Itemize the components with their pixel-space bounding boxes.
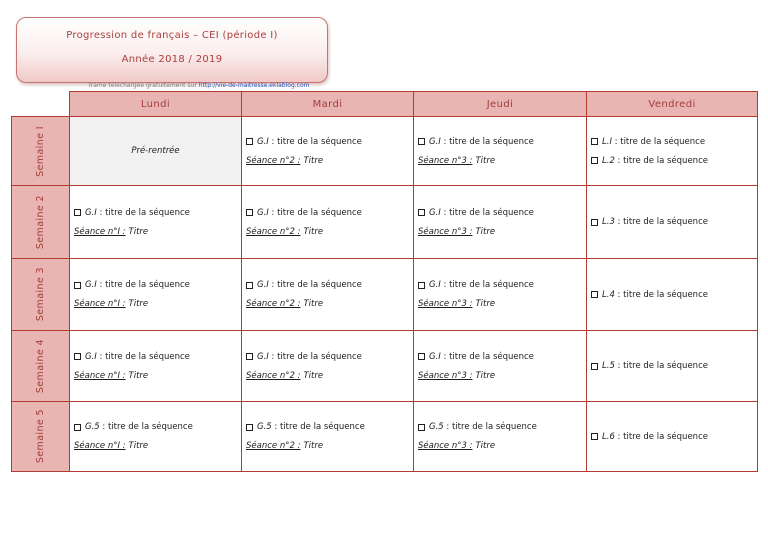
sequence-line: [418, 207, 582, 219]
page-title: Progression de français – CEI (période I): [66, 30, 278, 41]
sequence-title: titre de la séquence: [279, 422, 365, 432]
sequence-title: titre de la séquence: [623, 155, 708, 166]
seance-title: Titre: [475, 370, 496, 381]
day-cell: [587, 186, 758, 259]
sequence-title: titre de la séquence: [277, 207, 362, 218]
sequence-code: G.I: [257, 280, 269, 290]
separator: :: [614, 361, 624, 371]
separator: :: [96, 280, 106, 290]
seance-number: Séance n°3 :: [418, 155, 473, 166]
sequence-code: G.I: [257, 136, 269, 147]
sequence-line: [591, 216, 753, 228]
sequence-title: titre de la séquence: [277, 136, 362, 147]
day-cell: [414, 331, 587, 402]
separator: :: [614, 155, 624, 166]
day-cell: [70, 186, 242, 259]
sequence-line: [591, 155, 753, 167]
corner-cell: [12, 92, 70, 117]
sequence-line: [74, 207, 237, 219]
checkbox-icon[interactable]: [74, 424, 81, 431]
sequence-line: [246, 136, 409, 148]
seance-line: [418, 440, 582, 452]
seance-title: Titre: [128, 299, 149, 309]
seance-line: [418, 298, 582, 310]
day-cell: [242, 117, 414, 186]
school-year: Année 2018 / 2019: [121, 54, 223, 65]
checkbox-icon[interactable]: [418, 209, 425, 216]
checkbox-icon[interactable]: [418, 424, 425, 431]
sequence-line: [74, 279, 237, 291]
seance-number: Séance n°3 :: [418, 370, 473, 381]
separator: :: [440, 351, 450, 362]
seance-number: Séance n°I :: [74, 441, 126, 451]
day-cell: [587, 402, 758, 472]
seance-number: Séance n°3 :: [418, 226, 473, 237]
sequence-title: titre de la séquence: [449, 207, 534, 218]
sequence-code: G.I: [429, 280, 441, 290]
sequence-title: titre de la séquence: [449, 136, 534, 147]
day-cell: [70, 259, 242, 331]
sequence-line: [246, 421, 409, 433]
seance-title: Titre: [303, 226, 324, 237]
sequence-line: [74, 421, 237, 433]
seance-line: [246, 155, 409, 167]
week-cell: [12, 331, 70, 402]
seance-number: Séance n°2 :: [246, 299, 301, 309]
checkbox-icon[interactable]: [246, 209, 253, 216]
sequence-code: L.2: [602, 155, 615, 166]
day-cell: [70, 117, 242, 186]
checkbox-icon[interactable]: [591, 291, 598, 298]
seance-line: [246, 370, 409, 382]
sequence-code: G.I: [85, 207, 97, 218]
seance-line: [246, 440, 409, 452]
week-row: [12, 402, 758, 472]
checkbox-icon[interactable]: [591, 157, 598, 164]
checkbox-icon[interactable]: [591, 363, 598, 370]
seance-line: [418, 370, 582, 382]
day-header: Lundi: [70, 92, 242, 117]
seance-line: [74, 298, 237, 310]
week-row: [12, 117, 758, 186]
separator: :: [440, 136, 450, 147]
seance-title: Titre: [303, 370, 324, 381]
day-cell: [414, 117, 587, 186]
sequence-line: [246, 279, 409, 291]
day-cell: [414, 186, 587, 259]
week-label: Semaine 5: [35, 409, 46, 464]
sequence-line: [591, 360, 753, 372]
separator: :: [443, 422, 452, 432]
sequence-code: G.5: [429, 422, 444, 432]
day-cell: [242, 402, 414, 472]
seance-number: Séance n°2 :: [246, 155, 301, 166]
seance-title: Titre: [475, 226, 496, 237]
week-row: [12, 186, 758, 259]
separator: :: [614, 289, 624, 300]
week-cell: [12, 186, 70, 259]
checkbox-icon[interactable]: [591, 219, 598, 226]
separator: :: [440, 207, 450, 218]
sequence-code: L.5: [602, 361, 615, 371]
seance-title: Titre: [128, 226, 149, 237]
checkbox-icon[interactable]: [74, 209, 81, 216]
checkbox-icon[interactable]: [74, 353, 81, 360]
seance-number: Séance n°2 :: [246, 370, 301, 381]
sequence-line: [418, 351, 582, 363]
seance-title: Titre: [475, 299, 496, 309]
checkbox-icon[interactable]: [246, 138, 253, 145]
sequence-code: G.5: [85, 422, 100, 432]
day-cell: [242, 259, 414, 331]
separator: :: [96, 351, 106, 362]
separator: :: [611, 136, 621, 147]
week-cell: [12, 402, 70, 472]
checkbox-icon[interactable]: [591, 138, 598, 145]
sequence-title: titre de la séquence: [105, 280, 190, 290]
week-cell: [12, 259, 70, 331]
sequence-code: G.I: [429, 207, 441, 218]
seance-line: [74, 226, 237, 238]
pre-rentree-label: Pré-rentrée: [131, 146, 180, 156]
sequence-code: G.I: [85, 280, 97, 290]
sequence-code: L.6: [602, 431, 615, 442]
week-row: [12, 259, 758, 331]
sequence-code: L.I: [602, 136, 612, 147]
schedule-body: [12, 117, 758, 472]
sequence-code: L.3: [602, 217, 615, 227]
seance-number: Séance n°3 :: [418, 299, 473, 309]
credit-text: Trame téléchargée gratuitement sur: [88, 82, 197, 89]
sequence-code: G.5: [257, 422, 272, 432]
separator: :: [268, 207, 278, 218]
sequence-title: titre de la séquence: [623, 361, 708, 371]
sequence-code: G.I: [257, 351, 269, 362]
schedule-table: [11, 91, 758, 472]
checkbox-icon[interactable]: [246, 353, 253, 360]
separator: :: [614, 217, 624, 227]
separator: :: [96, 207, 106, 218]
sequence-title: titre de la séquence: [449, 280, 534, 290]
seance-title: Titre: [128, 441, 149, 451]
checkbox-icon[interactable]: [246, 282, 253, 289]
separator: :: [268, 280, 278, 290]
sequence-title: titre de la séquence: [105, 351, 190, 362]
sequence-title: titre de la séquence: [620, 136, 706, 147]
sequence-code: G.I: [429, 351, 441, 362]
seance-title: Titre: [303, 299, 324, 309]
separator: :: [268, 351, 278, 362]
checkbox-icon[interactable]: [418, 138, 425, 145]
checkbox-icon[interactable]: [246, 424, 253, 431]
day-cell: [587, 331, 758, 402]
day-cell: [70, 331, 242, 402]
seance-number: Séance n°I :: [74, 370, 126, 381]
sequence-title: titre de la séquence: [277, 280, 362, 290]
day-cell: [70, 402, 242, 472]
seance-title: Titre: [475, 441, 496, 451]
sequence-line: [246, 207, 409, 219]
sequence-title: titre de la séquence: [451, 422, 537, 432]
day-header: Jeudi: [414, 92, 587, 117]
separator: :: [271, 422, 280, 432]
seance-number: Séance n°2 :: [246, 441, 301, 451]
day-cell: [587, 259, 758, 331]
sequence-title: titre de la séquence: [623, 431, 708, 442]
sequence-line: [591, 136, 753, 148]
day-header: Vendredi: [587, 92, 758, 117]
seance-line: [74, 370, 237, 382]
week-label: Semaine 3: [35, 267, 46, 322]
sequence-line: [418, 136, 582, 148]
sequence-title: titre de la séquence: [107, 422, 193, 432]
seance-line: [74, 440, 237, 452]
week-label: Semaine I: [35, 125, 46, 177]
day-cell: [242, 331, 414, 402]
day-cell: [587, 117, 758, 186]
sequence-line: [418, 279, 582, 291]
seance-line: [418, 155, 582, 167]
sequence-line: [74, 351, 237, 363]
separator: :: [268, 136, 278, 147]
sequence-code: G.I: [429, 136, 441, 147]
separator: :: [440, 280, 450, 290]
credit-link[interactable]: http://vie-de-maitresse.eklablog.com: [198, 82, 310, 89]
separator: :: [99, 422, 108, 432]
checkbox-icon[interactable]: [74, 282, 81, 289]
title-box: [16, 17, 328, 83]
sequence-code: L.4: [602, 289, 615, 300]
sequence-code: G.I: [257, 207, 269, 218]
sequence-title: titre de la séquence: [105, 207, 190, 218]
week-cell: [12, 117, 70, 186]
seance-title: Titre: [128, 370, 149, 381]
separator: :: [614, 431, 624, 442]
week-label: Semaine 4: [35, 338, 46, 394]
seance-number: Séance n°3 :: [418, 441, 473, 451]
sequence-title: titre de la séquence: [449, 351, 534, 362]
seance-number: Séance n°I :: [74, 226, 126, 237]
day-cell: [414, 402, 587, 472]
sequence-line: [591, 431, 753, 443]
credit-note: [88, 82, 309, 89]
day-cell: [242, 186, 414, 259]
seance-line: [418, 226, 582, 238]
seance-number: Séance n°2 :: [246, 226, 301, 237]
sequence-title: titre de la séquence: [277, 351, 362, 362]
seance-title: Titre: [303, 155, 324, 166]
sequence-title: titre de la séquence: [623, 217, 708, 227]
day-header-row: [12, 92, 758, 117]
seance-line: [246, 226, 409, 238]
checkbox-icon[interactable]: [418, 282, 425, 289]
seance-title: Titre: [303, 441, 324, 451]
seance-number: Séance n°I :: [74, 299, 126, 309]
seance-line: [246, 298, 409, 310]
seance-title: Titre: [475, 155, 496, 166]
sequence-line: [418, 421, 582, 433]
sequence-line: [246, 351, 409, 363]
checkbox-icon[interactable]: [591, 433, 598, 440]
sequence-line: [591, 289, 753, 301]
week-label: Semaine 2: [35, 194, 46, 250]
day-cell: [414, 259, 587, 331]
checkbox-icon[interactable]: [418, 353, 425, 360]
week-row: [12, 331, 758, 402]
day-header: Mardi: [242, 92, 414, 117]
sequence-code: G.I: [85, 351, 97, 362]
sequence-title: titre de la séquence: [623, 289, 708, 300]
